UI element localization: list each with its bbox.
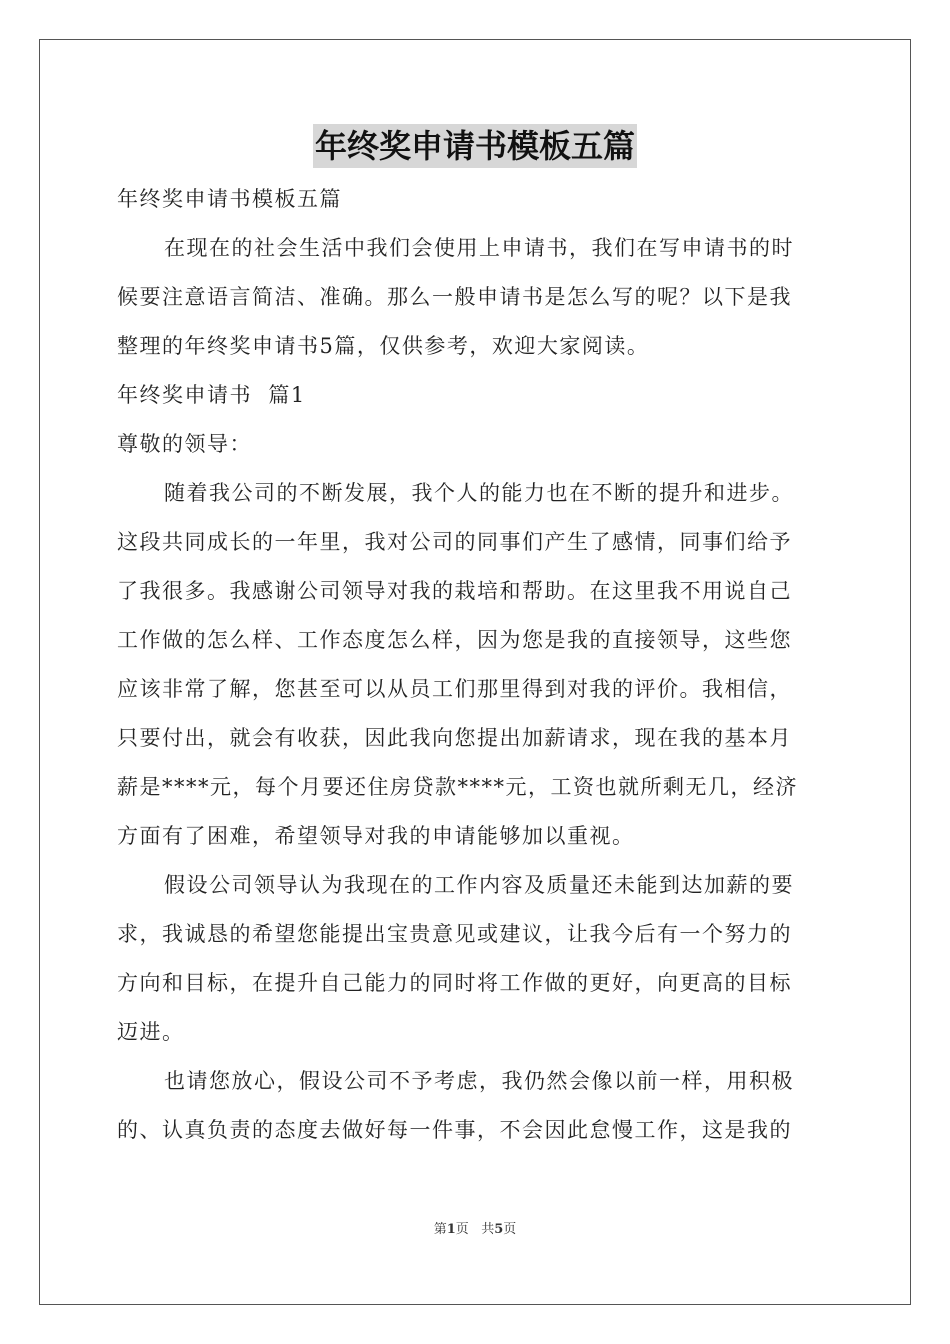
title-container xyxy=(0,124,950,168)
text-line: 在现在的社会生活中我们会使用上申请书，我们在写申请书的时 xyxy=(164,236,794,260)
salutation: 尊敬的领导： xyxy=(117,432,252,456)
text-line: 候要注意语言简洁、准确。那么一般申请书是怎么写的呢？以下是我 xyxy=(117,285,792,309)
text-line: 了我很多。我感谢公司领导对我的栽培和帮助。在这里我不用说自己 xyxy=(117,579,792,603)
text-line: 随着我公司的不断发展，我个人的能力也在不断的提升和进步。 xyxy=(164,481,794,505)
current-page-number: 1 xyxy=(446,1222,456,1237)
text-line: 的、认真负责的态度去做好每一件事，不会因此怠慢工作，这是我的 xyxy=(117,1118,792,1142)
text-line: 只要付出，就会有收获，因此我向您提出加薪请求，现在我的基本月 xyxy=(117,726,792,750)
document-body xyxy=(117,175,833,1155)
total-suffix: 页 xyxy=(503,1222,517,1237)
document-title: 年终奖申请书模板五篇 xyxy=(313,124,637,168)
text-line: 工作做的怎么样、工作态度怎么样，因为您是我的直接领导，这些您 xyxy=(117,628,792,652)
text-line: 也请您放心，假设公司不予考虑，我仍然会像以前一样，用积极 xyxy=(164,1069,794,1093)
total-prefix: 共 xyxy=(481,1222,495,1237)
text-line: 薪是****元，每个月要还住房贷款****元，工资也就所剩无几，经济 xyxy=(117,775,798,799)
text-line: 整理的年终奖申请书5篇，仅供参考，欢迎大家阅读。 xyxy=(117,334,650,358)
text-line: 方面有了困难，希望领导对我的申请能够加以重视。 xyxy=(117,824,635,848)
paragraph-2 xyxy=(117,861,833,1057)
text-line: 应该非常了解，您甚至可以从员工们那里得到对我的评价。我相信， xyxy=(117,677,792,701)
page-suffix: 页 xyxy=(455,1222,469,1237)
page-footer xyxy=(0,1218,950,1237)
paragraph-3 xyxy=(117,1057,833,1155)
text-line: 求，我诚恳的希望您能提出宝贵意见或建议，让我今后有一个努力的 xyxy=(117,922,792,946)
subtitle: 年终奖申请书模板五篇 xyxy=(117,187,342,211)
section-heading: 年终奖申请书 篇1 xyxy=(117,383,306,407)
intro-paragraph xyxy=(117,224,833,371)
text-line: 这段共同成长的一年里，我对公司的同事们产生了感情，同事们给予 xyxy=(117,530,792,554)
total-page-number: 5 xyxy=(494,1222,504,1237)
text-line: 迈进。 xyxy=(117,1020,185,1044)
text-line: 假设公司领导认为我现在的工作内容及质量还未能到达加薪的要 xyxy=(164,873,794,897)
text-line: 方向和目标，在提升自己能力的同时将工作做的更好，向更高的目标 xyxy=(117,971,792,995)
paragraph-1 xyxy=(117,469,833,861)
page-prefix: 第 xyxy=(433,1222,447,1237)
